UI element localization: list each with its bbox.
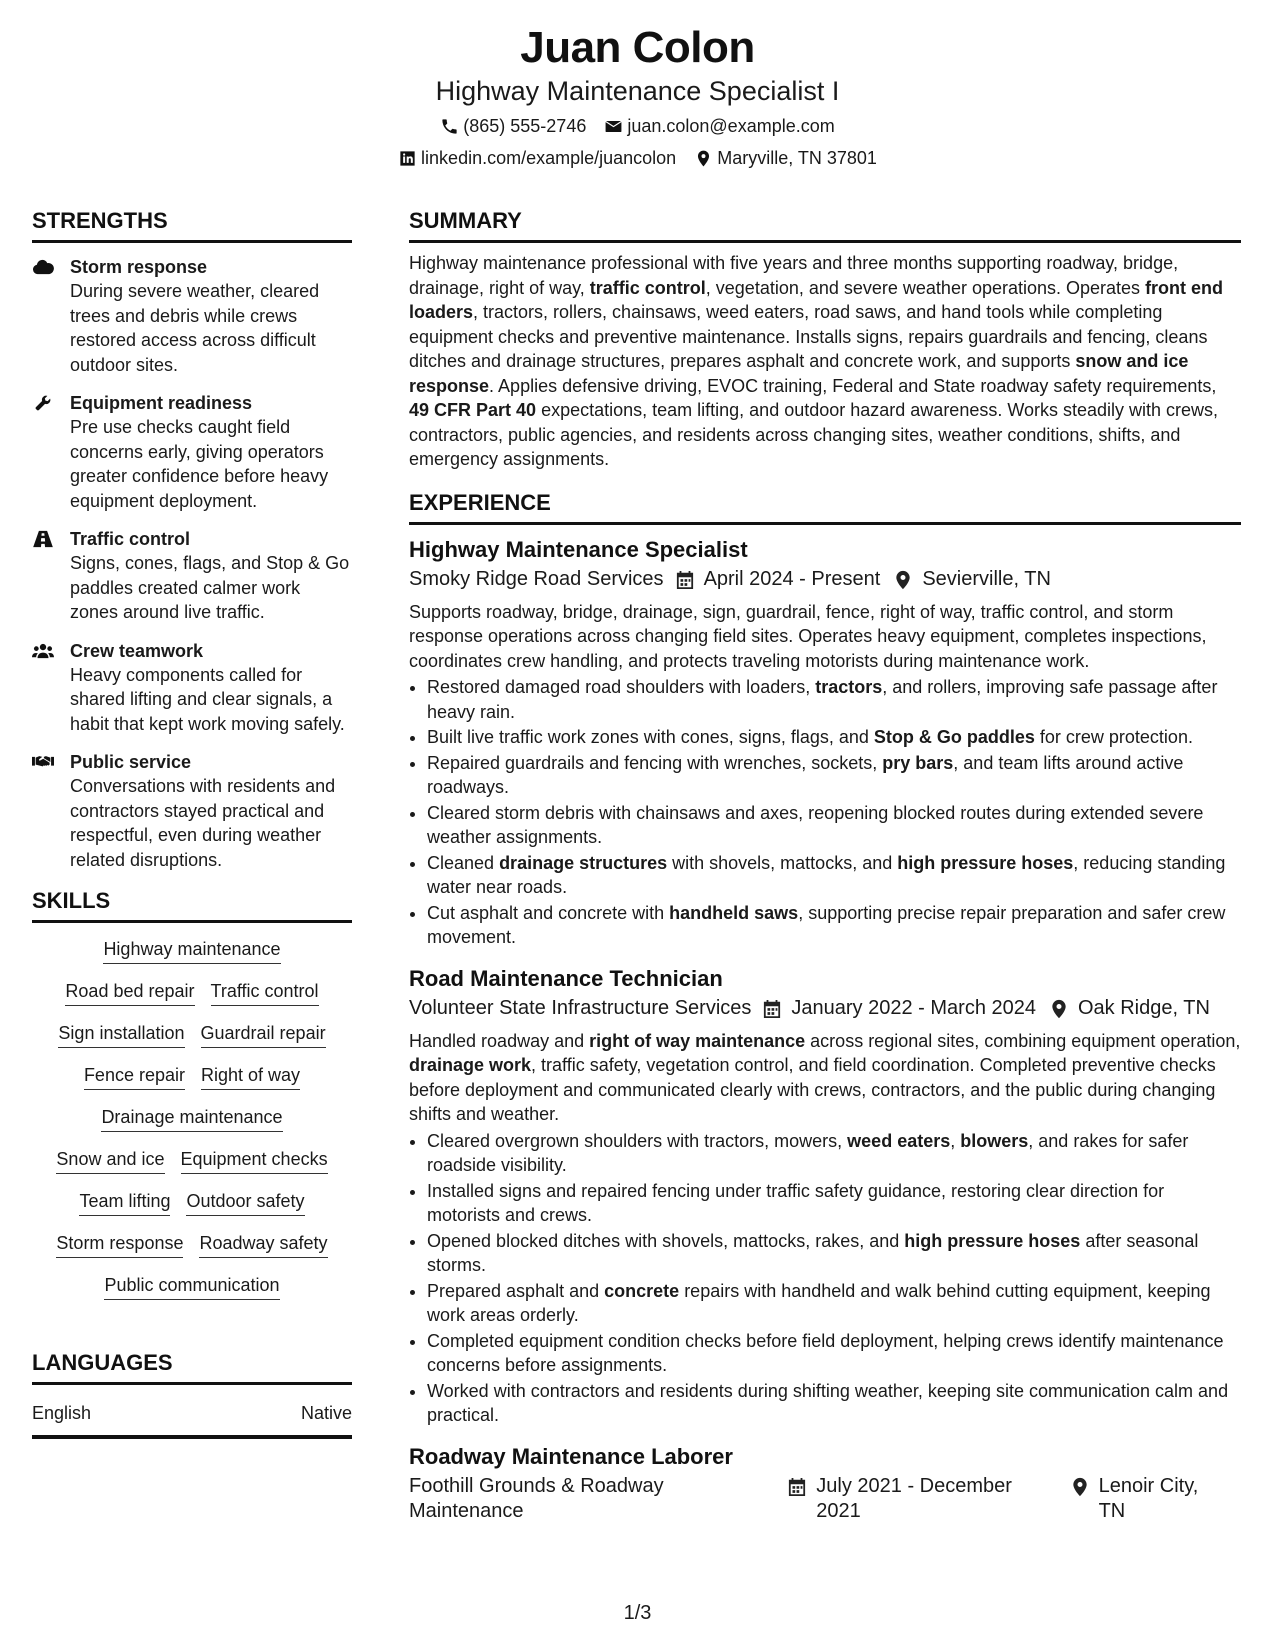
bold-keyword: weed eaters — [847, 1130, 951, 1151]
job-description — [409, 600, 1241, 674]
job-dates — [788, 1474, 1056, 1524]
candidate-title: Highway Maintenance Specialist I — [435, 76, 840, 106]
bold-keyword: drainage structures — [499, 852, 668, 873]
strength-item — [32, 255, 352, 377]
text-segment: Completed equipment condition checks before field deployment, helping crews identify maintenance concerns before assignments. — [427, 1330, 1224, 1375]
road-icon — [32, 527, 58, 625]
strength-item — [32, 639, 352, 737]
envelope-icon — [604, 117, 623, 136]
contact-linkedin[interactable] — [398, 146, 676, 170]
skill-row — [101, 1105, 282, 1132]
text-segment: , reducing standing water near roads. — [427, 852, 1226, 897]
bold-keyword: Stop & Go paddles — [873, 727, 1035, 747]
skill-row — [104, 1273, 279, 1300]
text-segment: , — [950, 1130, 961, 1151]
skill-row — [58, 1021, 325, 1048]
skill-tag: Right of way — [201, 1063, 300, 1090]
job-dates-text: July 2021 - December 2021 — [816, 1474, 1012, 1522]
summary-heading: SUMMARY — [409, 206, 1241, 243]
skill-tag: Public communication — [104, 1273, 279, 1300]
job-location-text: Oak Ridge, TN — [1078, 996, 1210, 1019]
job-title: Highway Maintenance Specialist — [409, 536, 748, 562]
text-segment: Installed signs and repaired fencing under traffic safety guidance, restoring clear direction for motorists and crews. — [427, 1180, 1165, 1225]
bold-keyword: high pressure hoses — [904, 1230, 1081, 1251]
job-entry — [409, 535, 1241, 950]
job-bullet — [427, 801, 1241, 850]
strength-desc: During severe weather, cleared trees and debris while crews restored access across difficult outdoor sites. — [70, 281, 320, 375]
calendar-icon — [676, 570, 694, 590]
job-title: Road Maintenance Technician — [409, 965, 723, 991]
text-segment: Worked with contractors and residents during shifting weather, keeping site communication calm and practical. — [427, 1380, 1229, 1425]
job-company: Foothill Grounds & Roadway Maintenance — [409, 1474, 664, 1522]
strength-item — [32, 527, 352, 625]
resume-header — [0, 22, 1275, 170]
email-text: juan.colon@example.com — [627, 116, 835, 136]
text-segment: with shovels, mattocks, and — [667, 852, 898, 873]
strength-body — [70, 391, 352, 513]
job-dates — [676, 567, 881, 592]
skill-tag: Road bed repair — [65, 979, 194, 1006]
skill-row — [56, 1147, 327, 1174]
strength-title: Equipment readiness — [70, 393, 253, 413]
strength-item — [32, 391, 352, 513]
job-location — [1050, 996, 1210, 1021]
skill-tag: Team lifting — [79, 1189, 170, 1216]
job-bullet — [427, 1379, 1241, 1428]
job-dates-text: January 2022 - March 2024 — [791, 996, 1036, 1019]
text-segment: , tractors, rollers, chainsaws, weed eaters, road saws, and hand tools while completing equipment checks and preventive maintenance. Installs signs, repairs guardrails and fencing, cleans ditches and drainage structures, prepares asphalt and concrete work, and supports — [409, 302, 1208, 371]
skill-tag: Sign installation — [58, 1021, 184, 1048]
job-bullet — [427, 1129, 1241, 1178]
job-meta — [409, 1474, 1241, 1524]
strength-desc: Pre use checks caught field concerns early, giving operators greater confidence before heavy equipment deployment. — [70, 417, 329, 511]
job-location — [894, 567, 1051, 592]
skill-tag: Drainage maintenance — [101, 1105, 282, 1132]
skill-tag: Roadway safety — [199, 1231, 327, 1258]
skill-tag: Storm response — [56, 1231, 183, 1258]
bold-keyword: tractors — [815, 677, 883, 697]
calendar-icon — [763, 999, 781, 1019]
job-entry — [409, 1442, 1241, 1524]
contact-row-2 — [0, 146, 1275, 170]
map-pin-icon — [694, 149, 713, 168]
strength-item — [32, 750, 352, 872]
experience-list — [409, 535, 1241, 1524]
job-company: Smoky Ridge Road Services — [409, 567, 664, 590]
skill-row — [65, 979, 318, 1006]
job-location-text: Sevierville, TN — [922, 567, 1051, 590]
language-row — [32, 1401, 352, 1439]
text-segment: , supporting precise repair preparation and safer crew movement. — [427, 902, 1226, 947]
job-location — [1071, 1474, 1227, 1524]
text-segment: Cleared storm debris with chainsaws and axes, reopening blocked routes during extended severe weather assignments. — [427, 802, 1204, 847]
strength-title: Traffic control — [70, 529, 191, 549]
text-segment: Handled roadway and — [409, 1030, 590, 1051]
text-segment: Restored damaged road shoulders with loaders, — [427, 677, 816, 697]
text-segment: , traffic safety, vegetation control, and field coordination. Completed preventive checks before deployment and communicated clearly with crews, contractors, and the public during changing shifts and weather. — [409, 1055, 1216, 1124]
job-bullet — [427, 725, 1241, 750]
wrench-icon — [32, 391, 58, 513]
strengths-heading: STRENGTHS — [32, 206, 352, 243]
skill-tag: Outdoor safety — [186, 1189, 304, 1216]
text-segment: Prepared asphalt and — [427, 1280, 605, 1301]
skill-tag: Traffic control — [211, 979, 319, 1006]
text-segment: , and team lifts around active roadways. — [427, 752, 1184, 797]
linkedin-text: linkedin.com/example/juancolon — [421, 148, 677, 168]
text-segment: expectations, team lifting, and outdoor hazard awareness. Works steadily with crews, contractors, public agencies, and residents across changing sites, weather conditions, shifts, and emergency assignments. — [409, 400, 1219, 469]
bold-keyword: 49 CFR Part 40 — [409, 400, 537, 420]
left-column — [32, 206, 352, 1439]
contact-email[interactable] — [604, 114, 834, 138]
strength-body — [70, 750, 352, 872]
contact-phone — [440, 114, 586, 138]
text-segment: Supports roadway, bridge, drainage, sign, guardrail, fence, right of way, traffic control, and storm response operations across changing field sites. Operates heavy equipment, completes inspections, coordinates crew handling, and protects traveling motorists during maintenance work. — [409, 601, 1207, 671]
calendar-icon — [788, 1477, 806, 1497]
text-segment: Cleaned — [427, 852, 500, 873]
job-location-text: Lenoir City, TN — [1098, 1474, 1199, 1522]
strength-title: Storm response — [70, 257, 208, 277]
skill-tag: Fence repair — [84, 1063, 185, 1090]
bold-keyword: front end loaders — [409, 277, 1224, 322]
job-company: Volunteer State Infrastructure Services — [409, 996, 752, 1019]
skill-tag: Snow and ice — [56, 1147, 164, 1174]
bold-keyword: snow and ice response — [409, 351, 1189, 396]
job-title: Roadway Maintenance Laborer — [409, 1443, 733, 1469]
bold-keyword: high pressure hoses — [897, 852, 1074, 873]
users-icon — [32, 639, 58, 737]
contact-row-1 — [0, 114, 1275, 138]
phone-text: (865) 555-2746 — [463, 116, 587, 136]
languages-list — [32, 1401, 352, 1439]
job-entry — [409, 964, 1241, 1428]
text-segment: for crew protection. — [1034, 727, 1193, 747]
linkedin-icon — [398, 149, 417, 168]
location-text: Maryville, TN 37801 — [717, 148, 877, 168]
text-segment: Built live traffic work zones with cones, signs, flags, and — [427, 727, 874, 747]
skill-tag: Highway maintenance — [103, 937, 280, 964]
text-segment: , and rakes for safer roadside visibility. — [427, 1130, 1189, 1175]
job-bullet — [427, 1279, 1241, 1328]
strength-body — [70, 639, 352, 737]
skills-heading: SKILLS — [32, 886, 352, 923]
strength-body — [70, 255, 352, 377]
bold-keyword: traffic control — [589, 277, 706, 298]
page-number: 1/3 — [623, 1602, 652, 1624]
job-description — [409, 1029, 1241, 1127]
strength-desc: Heavy components called for shared lifting and clear signals, a habit that kept work moving safely. — [70, 664, 345, 734]
job-meta — [409, 996, 1241, 1021]
job-dates-text: April 2024 - Present — [703, 567, 881, 590]
strength-desc: Signs, cones, flags, and Stop & Go paddles created calmer work zones around live traffic. — [70, 553, 350, 622]
job-bullet — [427, 675, 1241, 724]
text-segment: across regional sites, combining equipment operation, — [805, 1030, 1241, 1051]
strengths-list — [32, 255, 352, 872]
bold-keyword: blowers — [960, 1130, 1029, 1151]
bold-keyword: pry bars — [882, 752, 954, 773]
handshake-icon — [32, 750, 58, 872]
map-pin-icon — [894, 570, 912, 590]
skill-row — [79, 1189, 304, 1216]
text-segment: Highway maintenance professional with five years and three months supporting roadway, bridge, drainage, right of way, — [409, 253, 1179, 298]
skill-tag: Guardrail repair — [201, 1021, 326, 1048]
map-pin-icon — [1071, 1477, 1089, 1497]
bold-keyword: drainage work — [409, 1055, 532, 1075]
job-bullet — [427, 851, 1241, 900]
job-bullet — [427, 1229, 1241, 1278]
text-segment: Repaired guardrails and fencing with wrenches, sockets, — [427, 752, 883, 773]
skill-row — [56, 1231, 327, 1258]
contact-location — [694, 146, 877, 170]
job-bullet — [427, 901, 1241, 950]
languages-heading: LANGUAGES — [32, 1348, 352, 1385]
job-meta — [409, 567, 1241, 592]
job-bullets — [409, 675, 1241, 950]
text-segment: repairs with handheld and walk behind cutting equipment, keeping work areas orderly. — [427, 1280, 1211, 1325]
language-name: English — [32, 1403, 92, 1423]
experience-heading: EXPERIENCE — [409, 488, 1241, 525]
skill-tag: Equipment checks — [181, 1147, 328, 1174]
job-bullet — [427, 751, 1241, 800]
phone-icon — [440, 117, 459, 136]
strength-desc: Conversations with residents and contractors stayed practical and respectful, even during weather related disruptions. — [70, 776, 336, 870]
strength-title: Crew teamwork — [70, 640, 204, 661]
text-segment: Cut asphalt and concrete with — [427, 902, 670, 923]
cloud-icon — [32, 255, 58, 377]
text-segment: , and rollers, improving safe passage after heavy rain. — [427, 677, 1218, 722]
strength-title: Public service — [70, 752, 192, 772]
text-segment: . Applies defensive driving, EVOC training, Federal and State roadway safety requirements, — [489, 375, 1217, 396]
bold-keyword: handheld saws — [669, 902, 799, 923]
bold-keyword: concrete — [604, 1280, 680, 1301]
language-level: Native — [300, 1403, 352, 1423]
map-pin-icon — [1050, 999, 1068, 1019]
skill-row — [103, 937, 280, 964]
text-segment: , vegetation, and severe weather operations. Operates — [705, 277, 1146, 298]
candidate-name: Juan Colon — [520, 23, 755, 72]
strength-body — [70, 527, 352, 625]
text-segment: Cleared overgrown shoulders with tractors, mowers, — [427, 1130, 848, 1151]
bold-keyword: right of way maintenance — [589, 1030, 806, 1051]
job-bullets — [409, 1129, 1241, 1428]
skills-list — [32, 937, 352, 1300]
job-dates — [763, 996, 1036, 1021]
job-bullet — [427, 1179, 1241, 1228]
text-segment: after seasonal storms. — [427, 1230, 1199, 1275]
right-column — [409, 206, 1241, 1524]
job-bullet — [427, 1329, 1241, 1378]
text-segment: Opened blocked ditches with shovels, mattocks, rakes, and — [427, 1230, 905, 1251]
skill-row — [84, 1063, 300, 1090]
summary-text — [409, 251, 1241, 472]
